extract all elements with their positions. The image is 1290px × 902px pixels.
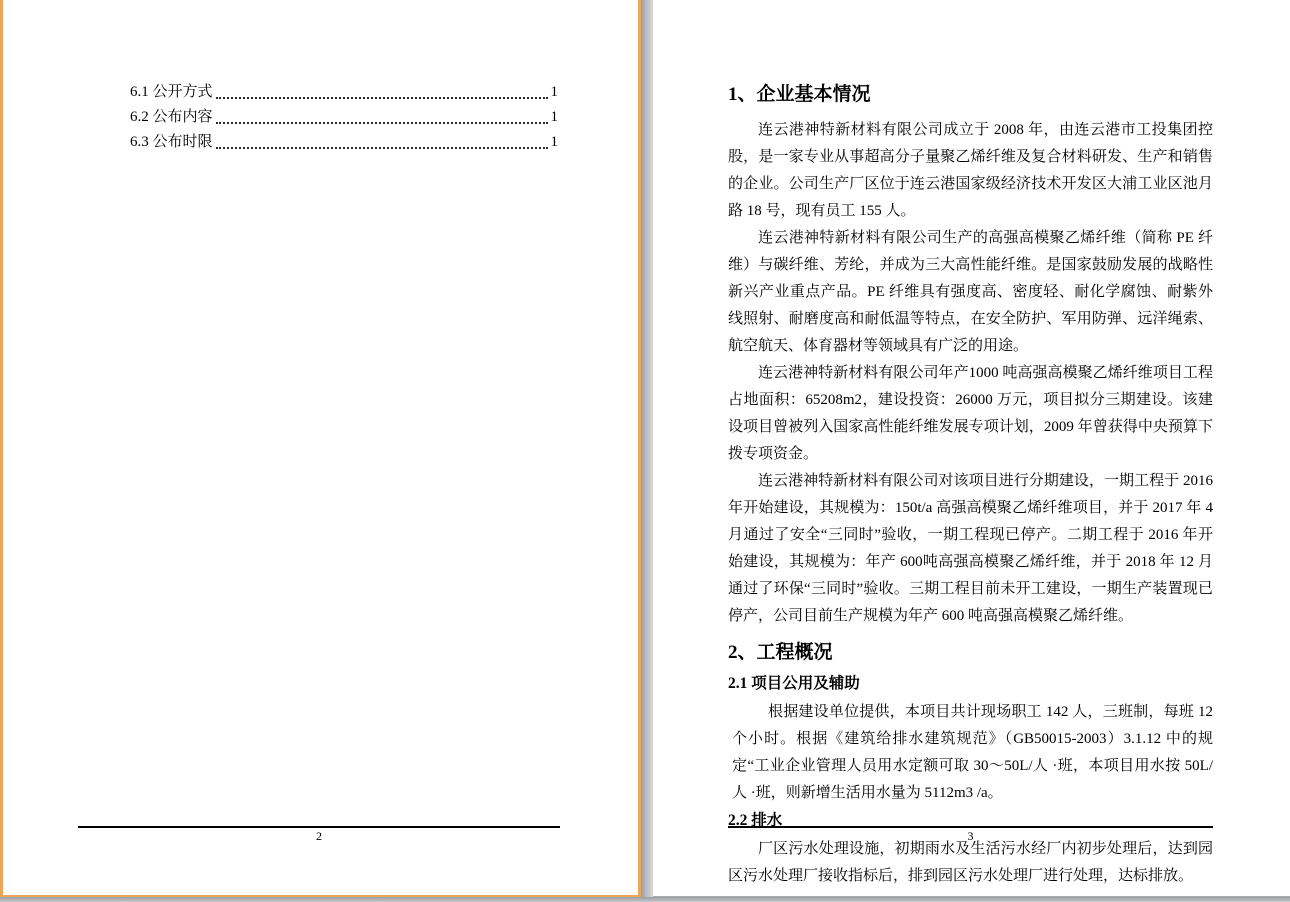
subsection-heading-utilities: 2.1 项目公用及辅助 (728, 675, 860, 692)
page-number: 2 (316, 829, 322, 843)
toc-entry-page-number: 1 (550, 134, 558, 150)
toc-dot-leader (216, 122, 548, 124)
toc-entry-page-number: 1 (550, 84, 558, 100)
toc-entry[interactable] (130, 105, 558, 130)
paragraph-utilities: 根据建设单位提供，本项目共计现场职工 142 人，三班制，每班 12 个小时。根据《建筑给排水建筑规范》（GB50015-2003）3.1.12 中的规定“工业企业管理人员用水定额可取 30～50L/人 ·班，本项目用水按 50L/人 ·班，则新增生活用水量为 5112m3 /a。 (732, 704, 1213, 801)
table-of-contents (130, 80, 558, 155)
section-heading-enterprise-basics: 1、企业基本情况 (728, 84, 871, 105)
toc-entry-page-number: 1 (550, 109, 558, 125)
toc-dot-leader (216, 147, 548, 149)
paragraph-company-intro: 连云港神特新材料有限公司成立于 2008 年，由连云港市工投集团控股，是一家专业从事超高分子量聚乙烯纤维及复合材料研发、生产和销售的企业。公司生产厂区位于连云港国家级经济技术开发区大浦工业区池月路 18 号，现有员工 155 人。 (728, 122, 1213, 219)
document-content (728, 0, 1213, 890)
workspace-edge (0, 897, 1290, 902)
footer-rule (728, 826, 1213, 828)
page-2 (0, 0, 641, 897)
page-number: 3 (967, 829, 974, 843)
subsection-heading-drainage: 2.2 排水 (728, 812, 783, 829)
toc-entry[interactable] (130, 80, 558, 105)
paragraph-drainage: 厂区污水处理设施，初期雨水及生活污水经厂内初步处理后，达到园区污水处理厂接收指标后，排到园区污水处理厂进行处理，达标排放。 (728, 841, 1213, 884)
toc-entry-label: 6.3 公布时限 (130, 134, 213, 150)
page-3 (653, 0, 1290, 897)
toc-entry-label: 6.2 公布内容 (130, 109, 213, 125)
section-heading-project-overview: 2、工程概况 (728, 642, 833, 663)
footer-rule (78, 826, 560, 828)
paragraph-pe-fiber: 连云港神特新材料有限公司生产的高强高模聚乙烯纤维（简称 PE 纤维）与碳纤维、芳纶，并成为三大高性能纤维。是国家鼓励发展的战略性新兴产业重点产品。PE 纤维具有强度高、密度轻、耐化学腐蚀、耐紫外线照射、耐磨度高和耐低温等特点，在安全防护、军用防弹、远洋绳索、航空航天、体育器材等领域具有广泛的用途。 (728, 230, 1213, 354)
toc-entry-label: 6.1 公开方式 (130, 84, 213, 100)
paragraph-project-phases: 连云港神特新材料有限公司对该项目进行分期建设，一期工程于 2016 年开始建设，其规模为：150t/a 高强高模聚乙烯纤维项目，并于 2017 年 4 月通过了安全“三同时”验收，一期工程现已停产。二期工程于 2016 年开始建设，其规模为：年产 600吨高强高模聚乙烯纤维，并于 2018 年 12 月通过了环保“三同时”验收。三期工程目前未开工建设，一期生产装置现已停产，公司目前生产规模为年产 600 吨高强高模聚乙烯纤维。 (728, 473, 1213, 624)
page-gap (641, 0, 653, 897)
paragraph-project-investment: 连云港神特新材料有限公司年产1000 吨高强高模聚乙烯纤维项目工程占地面积：65208m2，建设投资：26000 万元，项目拟分三期建设。该建设项目曾被列入国家高性能纤维发展专项计划，2009 年曾获得中央预算下拨专项资金。 (728, 365, 1213, 462)
toc-entry[interactable] (130, 130, 558, 155)
toc-dot-leader (216, 97, 548, 99)
